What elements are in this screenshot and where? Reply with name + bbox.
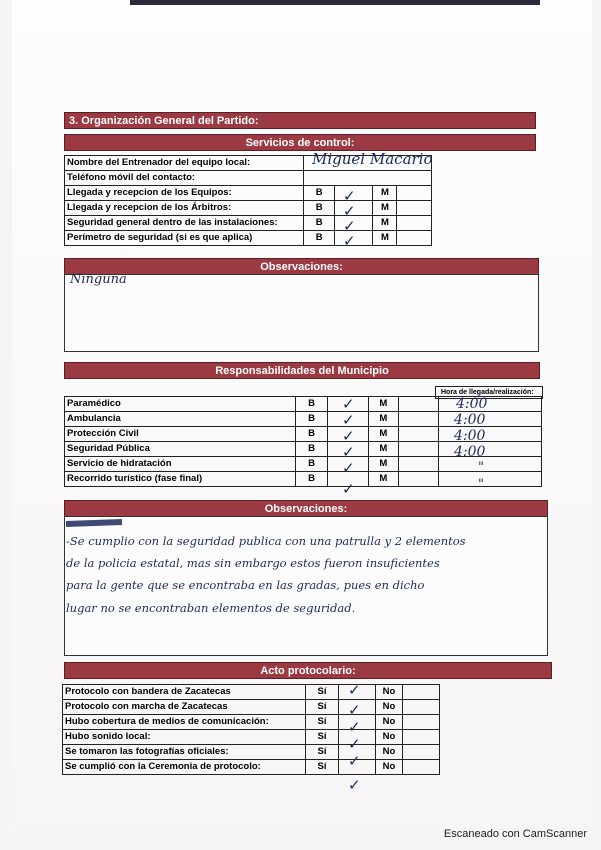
option-no[interactable]: No — [376, 730, 403, 745]
checkmark-icon: ✓ — [343, 232, 356, 250]
empty-cell[interactable] — [399, 397, 439, 412]
option-m[interactable]: M — [368, 442, 399, 457]
table-row — [65, 201, 432, 216]
empty-cell[interactable] — [399, 442, 439, 457]
option-no[interactable]: No — [376, 760, 403, 775]
row-label: Recorrido turístico (fase final) — [65, 472, 296, 487]
option-m[interactable]: M — [373, 186, 397, 201]
table-row — [63, 760, 440, 775]
checkmark-icon: ✓ — [343, 202, 356, 220]
table-row — [63, 700, 440, 715]
option-si[interactable]: Sí — [306, 685, 339, 700]
time-value: 4:00 — [454, 444, 486, 460]
option-no[interactable]: No — [376, 700, 403, 715]
control-header — [64, 134, 536, 151]
empty-cell[interactable] — [397, 201, 432, 216]
table-row — [65, 171, 432, 186]
observations-line: -Se cumplio con la seguridad publica con una patrulla y 2 elementos — [66, 534, 466, 548]
empty-cell[interactable] — [399, 457, 439, 472]
empty-cell[interactable] — [397, 186, 432, 201]
observations-header-text: Observaciones: — [264, 503, 348, 515]
time-cell[interactable] — [439, 397, 542, 412]
time-value: 4:00 — [456, 396, 488, 412]
control-header-text: Servicios de control: — [245, 137, 355, 149]
observations-header — [64, 500, 548, 517]
control-table — [64, 155, 432, 250]
row-label: Teléfono móvil del contacto: — [65, 171, 304, 186]
table-row — [65, 186, 432, 201]
observations-line: para la gente que se encontraba en las gradas, pues en dicho — [66, 578, 425, 592]
option-b[interactable]: B — [295, 427, 328, 442]
table-row — [65, 216, 432, 231]
protocol-table — [62, 681, 440, 775]
row-label: Perímetro de seguridad (si es que aplica) — [65, 231, 304, 246]
checkmark-icon: ✓ — [348, 701, 361, 719]
observations-header-text: Observaciones: — [260, 261, 343, 273]
option-b[interactable]: B — [295, 442, 328, 457]
checkmark-icon: ✓ — [342, 459, 355, 477]
table-row — [65, 231, 432, 246]
empty-cell[interactable] — [403, 685, 440, 700]
protocol-header-text: Acto protocolario: — [260, 665, 356, 677]
row-label: Protección Civil — [65, 427, 296, 442]
scanner-watermark: Escaneado con CamScanner — [443, 828, 587, 840]
option-b[interactable]: B — [295, 472, 328, 487]
row-label: Llegada y recepcion de los Equipos: — [65, 186, 304, 201]
section-title-bar — [64, 112, 536, 129]
checkmark-icon: ✓ — [342, 395, 355, 413]
checkmark-icon: ✓ — [342, 443, 355, 461]
checkmark-icon: ✓ — [342, 411, 355, 429]
row-label: Protocolo con marcha de Zacatecas — [63, 700, 306, 715]
table-row — [65, 472, 542, 487]
empty-cell[interactable] — [399, 472, 439, 487]
empty-cell[interactable] — [403, 715, 440, 730]
protocol-header — [64, 662, 552, 679]
option-m[interactable]: M — [368, 427, 399, 442]
time-value: 4:00 — [454, 428, 486, 444]
option-m[interactable]: M — [373, 231, 397, 246]
table-row — [63, 685, 440, 700]
option-si[interactable]: Sí — [306, 715, 339, 730]
row-label: Hubo sonido local: — [63, 730, 306, 745]
time-value: " — [478, 477, 484, 492]
row-label: Protocolo con bandera de Zacatecas — [63, 685, 306, 700]
checkmark-icon: ✓ — [348, 752, 361, 770]
empty-cell[interactable] — [403, 745, 440, 760]
time-header: Hora de llegada/realización: — [441, 389, 534, 396]
time-value: " — [478, 460, 484, 475]
row-label: Llegada y recepcion de los Árbitros: — [65, 201, 304, 216]
option-m[interactable]: M — [373, 201, 397, 216]
option-si[interactable]: Sí — [306, 730, 339, 745]
option-m[interactable]: M — [368, 472, 399, 487]
option-m[interactable]: M — [373, 216, 397, 231]
option-no[interactable]: No — [376, 745, 403, 760]
checkmark-icon: ✓ — [343, 217, 356, 235]
table-row — [63, 745, 440, 760]
empty-cell[interactable] — [403, 760, 440, 775]
observations-line: de la policia estatal, mas sin embargo estos fueron insuficientes — [66, 556, 440, 570]
option-b[interactable]: B — [303, 186, 334, 201]
municipio-header — [64, 362, 540, 379]
time-cell[interactable] — [439, 472, 542, 487]
municipio-header-text: Responsabilidades del Municipio — [215, 365, 389, 377]
checkmark-icon: ✓ — [348, 718, 361, 736]
row-label: Servicio de hidratación — [65, 457, 296, 472]
empty-cell[interactable] — [403, 700, 440, 715]
row-label: Hubo cobertura de medios de comunicación: — [63, 715, 306, 730]
scan-top-edge — [130, 0, 540, 5]
empty-cell[interactable] — [397, 231, 432, 246]
time-value: 4:00 — [454, 412, 486, 428]
row-label: Seguridad Pública — [65, 442, 296, 457]
observations-header — [64, 258, 539, 275]
option-b[interactable]: B — [295, 412, 328, 427]
section-title: 3. Organización General del Partido: — [69, 115, 259, 127]
option-b[interactable]: B — [295, 457, 328, 472]
row-label: Ambulancia — [65, 412, 296, 427]
option-b[interactable]: B — [303, 216, 334, 231]
observations-box[interactable] — [64, 274, 539, 352]
row-label: Paramédico — [65, 397, 296, 412]
checkmark-icon: ✓ — [342, 427, 355, 445]
row-label: Se cumplió con la Ceremonia de protocolo: — [63, 760, 306, 775]
option-b[interactable]: B — [303, 201, 334, 216]
option-m[interactable]: M — [368, 412, 399, 427]
option-si[interactable]: Sí — [306, 760, 339, 775]
observations-text: Ninguna — [70, 272, 127, 287]
checkmark-icon: ✓ — [348, 776, 361, 794]
option-si[interactable]: Sí — [306, 700, 339, 715]
row-label: Nombre del Entrenador del equipo local: — [65, 156, 304, 171]
checkmark-icon: ✓ — [348, 735, 361, 753]
phone-field[interactable] — [303, 171, 431, 186]
empty-cell[interactable] — [403, 730, 440, 745]
option-m[interactable]: M — [368, 457, 399, 472]
observations-line: lugar no se encontraban elementos de seguridad. — [66, 601, 356, 615]
empty-cell[interactable] — [399, 427, 439, 442]
table-row — [63, 730, 440, 745]
option-m[interactable]: M — [368, 397, 399, 412]
checkmark-icon: ✓ — [348, 681, 361, 699]
coach-name-handwriting: Miguel Macario — [312, 150, 433, 168]
table-row — [63, 715, 440, 730]
empty-cell[interactable] — [397, 216, 432, 231]
option-b[interactable]: B — [303, 231, 334, 246]
checkmark-icon: ✓ — [343, 187, 356, 205]
option-b[interactable]: B — [295, 397, 328, 412]
option-si[interactable]: Sí — [306, 745, 339, 760]
option-no[interactable]: No — [376, 685, 403, 700]
row-label: Se tomaron las fotografías oficiales: — [63, 745, 306, 760]
empty-cell[interactable] — [399, 412, 439, 427]
row-label: Seguridad general dentro de las instalaciones: — [65, 216, 304, 231]
checkmark-icon: ✓ — [342, 480, 355, 498]
option-no[interactable]: No — [376, 715, 403, 730]
